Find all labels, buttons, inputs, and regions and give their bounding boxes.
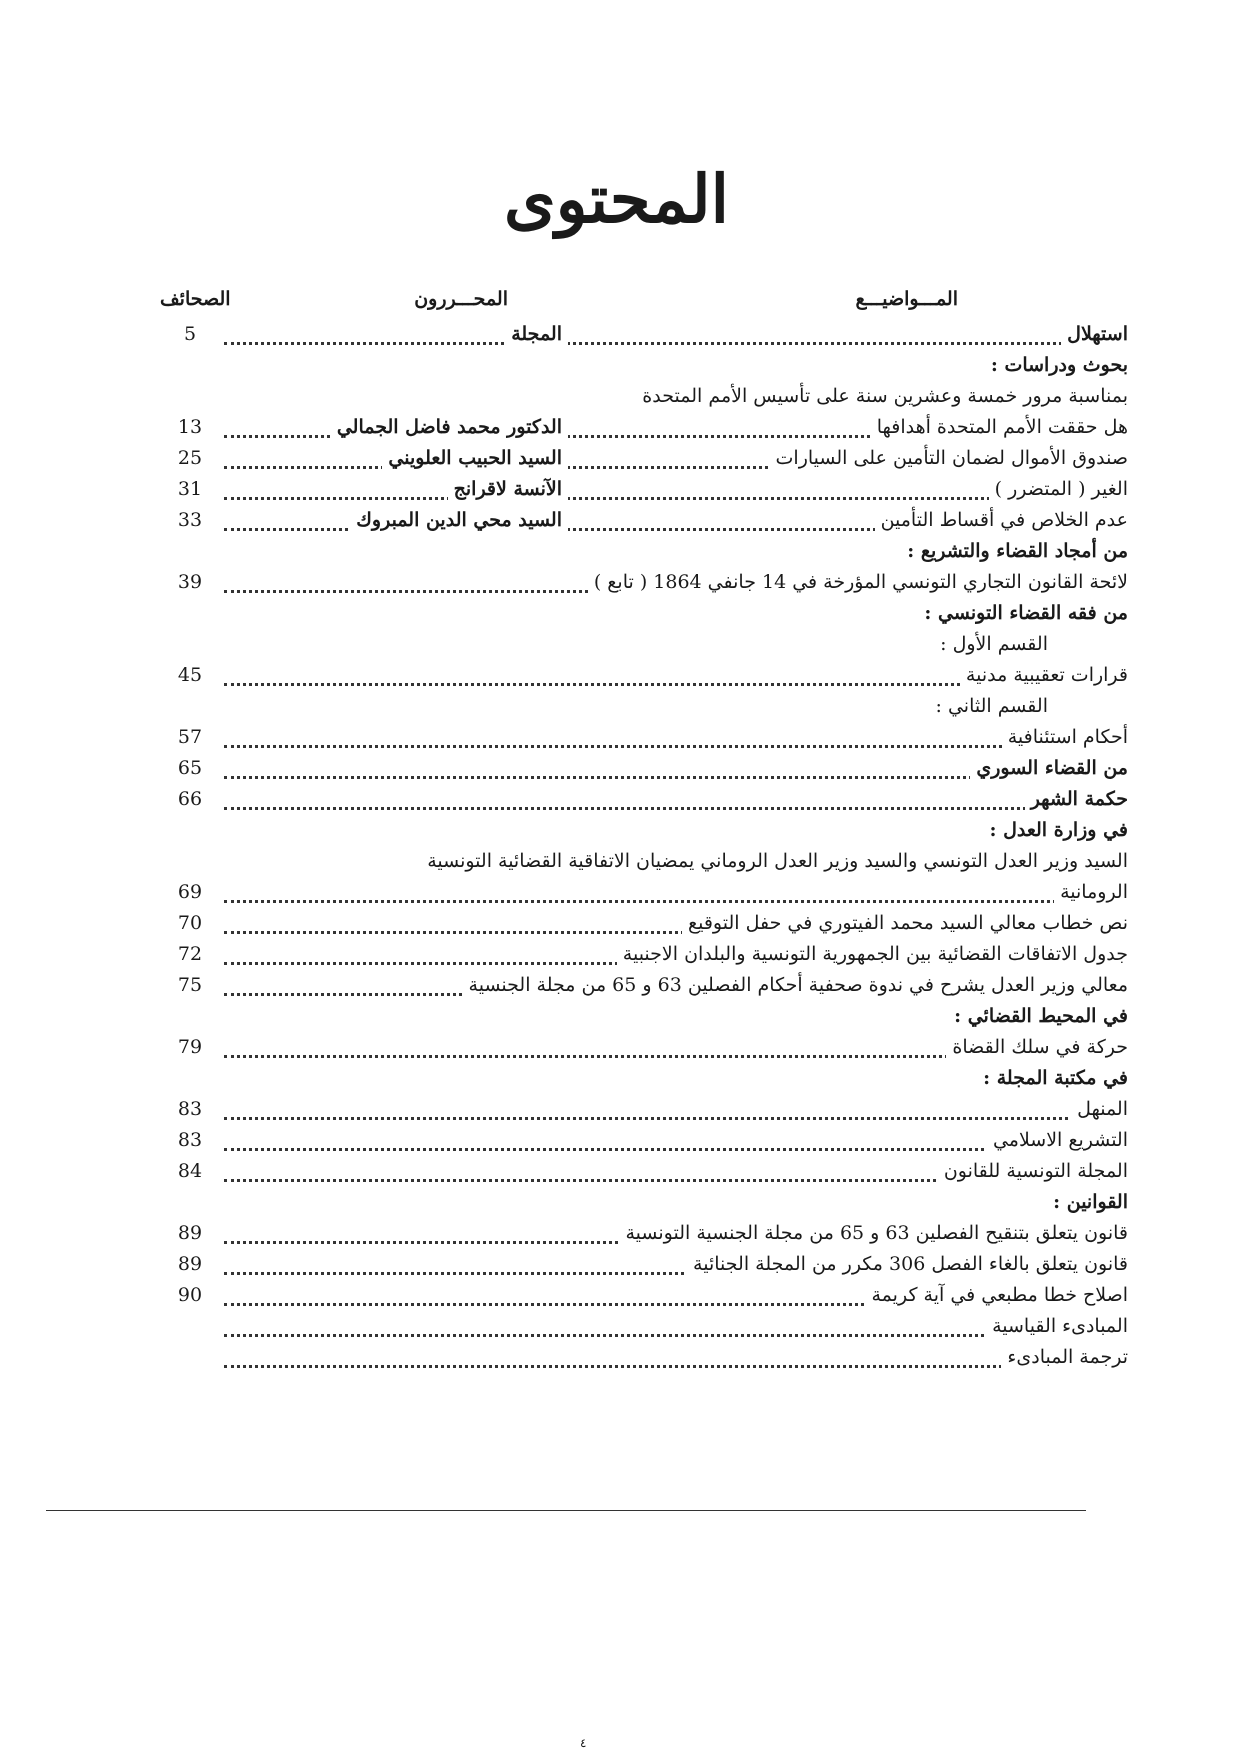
entry-title: لائحة القانون التجاري التونسي المؤرخة في 14 جانفي 1864 ( تابع ) [588, 571, 1128, 593]
toc-row [160, 783, 1128, 814]
section-title: القوانين : [1053, 1191, 1128, 1213]
toc-row [160, 1155, 1128, 1186]
entry-title: نص خطاب معالي السيد محمد الفيتوري في حفل التوقيع [682, 912, 1128, 934]
entry-title: الغير ( المتضرر ) [989, 478, 1128, 500]
entry-page-number: 57 [160, 726, 220, 748]
entry-title: الرومانية [1054, 881, 1128, 903]
text-line: القسم الأول : [940, 633, 1048, 655]
column-headers [160, 288, 1128, 318]
entry-page-number: 31 [160, 478, 220, 500]
entry-page-number: 39 [160, 571, 220, 593]
toc-text-line [160, 690, 1128, 721]
toc-section-heading [160, 814, 1128, 845]
entry-page-number: 83 [160, 1129, 220, 1151]
toc-text-line [160, 845, 1128, 876]
entry-title: حركة في سلك القضاة [946, 1036, 1128, 1058]
section-title: من فقه القضاء التونسي : [924, 602, 1128, 624]
text-line: بمناسبة مرور خمسة وعشرين سنة على تأسيس الأمم المتحدة [642, 385, 1128, 407]
toc-section-heading [160, 1186, 1128, 1217]
entry-title: ترجمة المبادىء [1001, 1346, 1128, 1368]
dot-leader [224, 745, 1128, 748]
toc-row [160, 907, 1128, 938]
entry-title: التشريع الاسلامي [987, 1129, 1128, 1151]
entry-page-number: 13 [160, 416, 220, 438]
entry-author: المجلة [505, 323, 568, 345]
entry-page-number: 5 [160, 323, 220, 345]
toc-row [160, 1093, 1128, 1124]
entry-page-number: 90 [160, 1284, 220, 1306]
text-line: السيد وزير العدل التونسي والسيد وزير العدل الروماني يمضيان الاتفاقية القضائية التونسية [427, 850, 1128, 872]
dot-leader [224, 342, 1128, 345]
toc-row [160, 1031, 1128, 1062]
entry-page-number: 89 [160, 1253, 220, 1275]
toc-row [160, 566, 1128, 597]
entry-page-number: 84 [160, 1160, 220, 1182]
toc-row [160, 1279, 1128, 1310]
section-title: في مكتبة المجلة : [983, 1067, 1128, 1089]
entry-author: الدكتور محمد فاضل الجمالي [331, 416, 568, 438]
entry-title: قرارات تعقيبية مدنية [960, 664, 1128, 686]
entry-page-number: 69 [160, 881, 220, 903]
toc-entries [160, 318, 1128, 1372]
section-title: بحوث ودراسات : [990, 354, 1128, 376]
toc-row [160, 1341, 1128, 1372]
entry-author: السيد محي الدين المبروك [350, 509, 568, 531]
section-title: في وزارة العدل : [989, 819, 1128, 841]
text-line: القسم الثاني : [935, 695, 1048, 717]
toc-row [160, 1217, 1128, 1248]
toc-row [160, 473, 1128, 504]
dot-leader [224, 900, 1128, 903]
entry-title: عدم الخلاص في أقساط التأمين [875, 509, 1128, 531]
entry-page-number: 70 [160, 912, 220, 934]
entry-page-number: 75 [160, 974, 220, 996]
entry-title: معالي وزير العدل يشرح في ندوة صحفية أحكام الفصلين 63 و 65 من مجلة الجنسية [463, 974, 1128, 996]
entry-page-number: 66 [160, 788, 220, 810]
entry-title: حكمة الشهر [1025, 788, 1128, 810]
entry-page-number: 79 [160, 1036, 220, 1058]
bottom-rule [46, 1510, 1086, 1511]
entry-title: قانون يتعلق بالغاء الفصل 306 مكرر من المجلة الجنائية [687, 1253, 1128, 1275]
entry-page-number: 83 [160, 1098, 220, 1120]
toc-row [160, 876, 1128, 907]
toc-section-heading [160, 1062, 1128, 1093]
toc-section-heading [160, 1000, 1128, 1031]
page-folio: ٤ [580, 1736, 587, 1750]
dot-leader [224, 1117, 1128, 1120]
toc-text-line [160, 380, 1128, 411]
toc-section-heading [160, 535, 1128, 566]
header-topics: المـــواضيـــع [855, 288, 958, 310]
entry-title: صندوق الأموال لضمان التأمين على السيارات [770, 447, 1128, 469]
entry-page-number: 33 [160, 509, 220, 531]
entry-title: المبادىء القياسية [986, 1315, 1128, 1337]
entry-page-number: 89 [160, 1222, 220, 1244]
entry-page-number: 65 [160, 757, 220, 779]
entry-title: المجلة التونسية للقانون [938, 1160, 1128, 1182]
entry-title: جدول الاتفاقات القضائية بين الجمهورية التونسية والبلدان الاجنبية [617, 943, 1128, 965]
entry-title: قانون يتعلق بتنقيح الفصلين 63 و 65 من مجلة الجنسية التونسية [620, 1222, 1129, 1244]
entry-title: من القضاء السوري [970, 757, 1128, 779]
toc-row [160, 442, 1128, 473]
toc-text-line [160, 628, 1128, 659]
entry-title: أحكام استئنافية [1002, 726, 1128, 748]
entry-title: المنهل [1071, 1098, 1128, 1120]
header-editors: المحـــررون [414, 288, 508, 310]
toc-row [160, 659, 1128, 690]
section-title: في المحيط القضائي : [954, 1005, 1128, 1027]
toc-row [160, 752, 1128, 783]
section-title: من أمجاد القضاء والتشريع : [907, 540, 1128, 562]
header-pages: الصحائف [160, 288, 231, 310]
toc-row [160, 969, 1128, 1000]
dot-leader [224, 807, 1128, 810]
toc-row [160, 318, 1128, 349]
page-title: المحتوى [504, 160, 729, 238]
entry-page-number: 72 [160, 943, 220, 965]
dot-leader [224, 1365, 1128, 1368]
entry-title: اصلاح خطا مطبعي في آية كريمة [866, 1284, 1129, 1306]
toc-row [160, 1310, 1128, 1341]
entry-title: استهلال [1061, 323, 1128, 345]
entry-author: الآنسة لاقرانج [448, 478, 568, 500]
toc-row [160, 1124, 1128, 1155]
toc-section-heading [160, 597, 1128, 628]
toc-row [160, 411, 1128, 442]
toc-row [160, 504, 1128, 535]
entry-page-number: 45 [160, 664, 220, 686]
entry-author: السيد الحبيب العلويني [382, 447, 568, 469]
toc-row [160, 1248, 1128, 1279]
table-of-contents [160, 288, 1128, 1372]
entry-page-number: 25 [160, 447, 220, 469]
entry-title: هل حققت الأمم المتحدة أهدافها [871, 416, 1128, 438]
toc-row [160, 938, 1128, 969]
toc-row [160, 721, 1128, 752]
toc-section-heading [160, 349, 1128, 380]
